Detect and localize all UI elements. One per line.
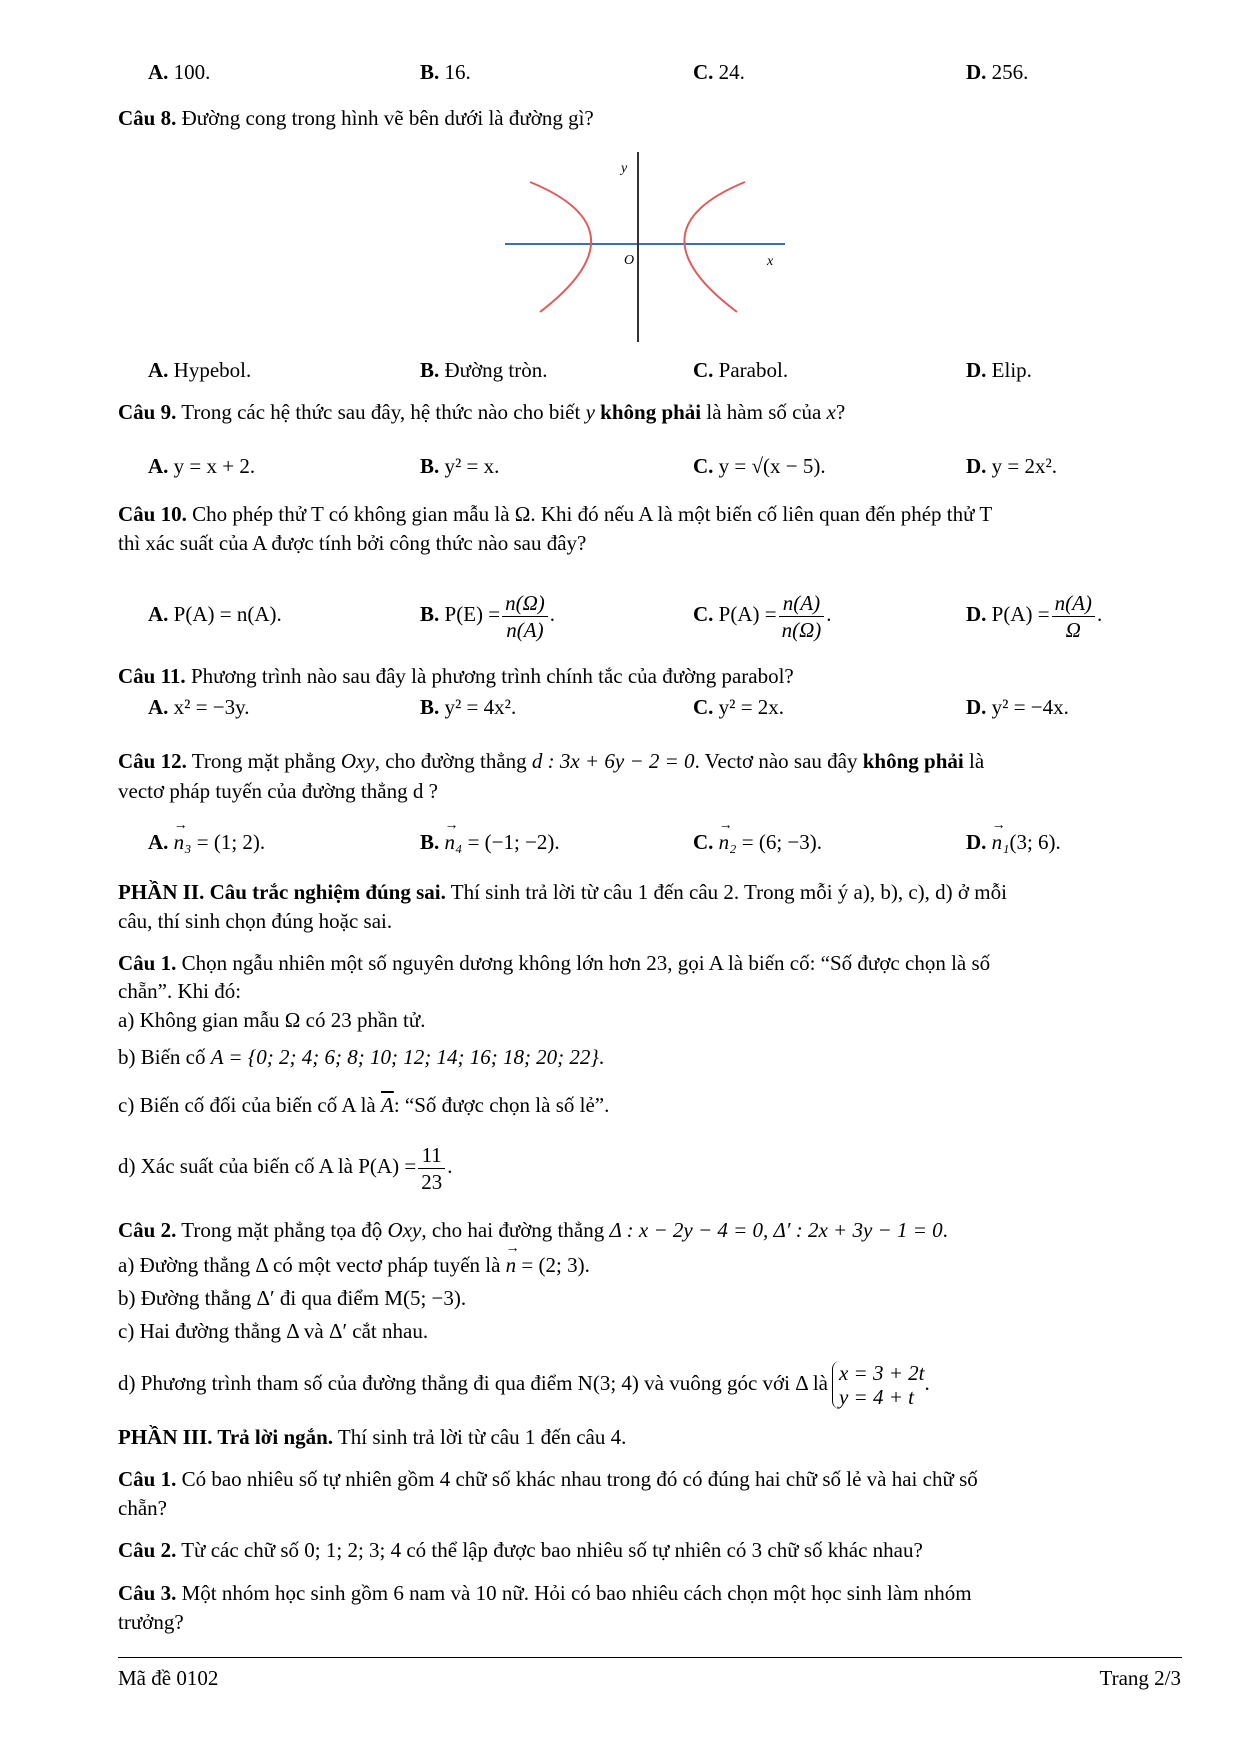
p2q1-d-den: 23 (421, 1169, 443, 1194)
q12-b-value: = (−1; −2). (462, 830, 560, 854)
q10-b-lead: B. P(E) = (420, 602, 501, 626)
q9-option-b: B. y² = x. (420, 454, 500, 478)
q10-b-fraction (502, 590, 548, 643)
p2q1-label: Câu 1. (118, 951, 177, 975)
q8-option-c: C. Parabol. (693, 358, 789, 382)
part2-line1: Thí sinh trả lời từ câu 1 đến câu 2. Trong mỗi ý a), b), c), d) ở mỗi (445, 880, 1007, 904)
q9-text-c: ? (835, 400, 846, 424)
q12-c-vector: → n₂ (719, 822, 737, 862)
q9-stem (118, 397, 1181, 427)
q12-option-a: A. → n₃ = (1; 2). (148, 822, 265, 862)
p2q2-d-sys2: y = 4 + t (838, 1385, 914, 1410)
part2-line2: câu, thí sinh chọn đúng hoặc sai. (118, 909, 393, 933)
p2q1-item-c (118, 1090, 1181, 1120)
p2q1-stem-line1 (118, 948, 1181, 978)
q8-option-d: D. Elip. (966, 358, 1032, 382)
footer-divider (118, 1657, 1182, 1658)
p2q2-line1-c: . (942, 1218, 948, 1242)
part3-heading: PHẦN III. Trả lời ngắn. (118, 1425, 334, 1449)
p3q3-label: Câu 3. (118, 1581, 177, 1605)
hyperbola-right-branch (684, 182, 745, 312)
origin-label: O (624, 253, 635, 268)
p2q2-line1-b: , cho hai đường thẳng (421, 1218, 610, 1242)
q10-d-lead: D. P(A) = (966, 602, 1050, 626)
p3q3-line1: Một nhóm học sinh gồm 6 nam và 10 nữ. Hỏi có bao nhiêu cách chọn một học sinh làm nhóm (176, 1581, 972, 1605)
q10-label: Câu 10. (118, 502, 187, 526)
part2-heading-line1 (118, 877, 1181, 907)
q9-option-d: D. y = 2x². (966, 454, 1058, 478)
p2q2-a-vector: → n (506, 1250, 517, 1280)
q10-option-b: B. P(E) = $\frac{n(\Omega)}{n(A)}$ . (420, 590, 556, 642)
q10-d-fraction (1052, 590, 1095, 643)
q8-label: Câu 8. (118, 106, 177, 130)
q9-option-c: C. y = √(x − 5). (693, 454, 826, 478)
p2q1-d-num: 11 (418, 1142, 445, 1169)
p2q2-label: Câu 2. (118, 1218, 177, 1242)
p2q2-item-d (118, 1355, 1181, 1411)
q7-option-d: D. 256. (966, 60, 1029, 84)
q10-b-den: n(A) (506, 617, 544, 642)
p2q2-d-system (832, 1361, 925, 1409)
p2q1-item-d (118, 1138, 1181, 1195)
q12-d-value: (3; 6). (1009, 830, 1061, 854)
p2q1-b-set: A = {0; 2; 4; 6; 8; 10; 12; 14; 16; 18; 20; 22} (210, 1045, 599, 1069)
q11-option-d: D. y² = −4x. (966, 695, 1069, 719)
q7-option-a: A. 100. (148, 60, 211, 84)
q9-text-a: Trong các hệ thức sau đây, hệ thức nào cho biết (176, 400, 586, 424)
p3q1-stem-line2: chẵn? (118, 1496, 167, 1520)
y-axis-label: y (621, 161, 628, 176)
q7-options (148, 52, 1148, 92)
p2q2-stem (118, 1215, 1181, 1245)
p3q2-stem (118, 1535, 1181, 1565)
q9-var-x: x (826, 400, 836, 424)
q12-line1-c: . Vectơ nào sau đây (694, 749, 863, 773)
q12-option-c: C. → n₂ = (6; −3). (693, 822, 822, 862)
q8-options (148, 350, 1148, 390)
q7-option-b: B. 16. (420, 60, 471, 84)
q12-d-vector: → n₁ (992, 822, 1010, 862)
q10-b-num: n(Ω) (502, 590, 548, 617)
p2q1-b-lead: b) Biến cố (118, 1045, 211, 1069)
x-axis-label: x (767, 254, 774, 269)
hyperbola-left-branch (530, 182, 591, 312)
p2q2-oxy: Oxy (387, 1218, 422, 1242)
p2q1-c-lead: c) Biến cố đối của biến cố A là (118, 1093, 382, 1117)
q10-c-lead: C. P(A) = (693, 602, 777, 626)
part3-text: Thí sinh trả lời từ câu 1 đến câu 4. (333, 1425, 627, 1449)
p2q1-item-a: a) Không gian mẫu Ω có 23 phần tử. (118, 1008, 426, 1032)
q8-stem (118, 103, 1181, 133)
q10-option-c: C. P(A) = $\frac{n(A)}{n(\Omega)}$ . (693, 590, 832, 642)
q12-label: Câu 12. (118, 749, 187, 773)
q10-options (148, 580, 1148, 648)
p2q2-item-a (118, 1250, 1181, 1280)
q9-var-y: y (585, 400, 595, 424)
p2q1-c-complement: $\overline{A}$ (381, 1093, 394, 1117)
q12-equation: d : 3x + 6y − 2 = 0 (531, 749, 695, 773)
q12-bold: không phải (862, 749, 964, 773)
q10-option-a: A. P(A) = n(A). (148, 602, 282, 626)
q10-line1: Cho phép thử T có không gian mẫu là Ω. Khi đó nếu A là một biến cố liên quan đến phép thử T (186, 502, 993, 526)
q12-c-value: = (6; −3). (736, 830, 822, 854)
p2q2-item-c: c) Hai đường thẳng Δ và Δ′ cắt nhau. (118, 1319, 429, 1343)
p3q2-text: Từ các chữ số 0; 1; 2; 3; 4 có thể lập được bao nhiêu số tự nhiên có 3 chữ số khác nhau? (176, 1538, 923, 1562)
q9-option-a: A. y = x + 2. (148, 454, 256, 478)
q10-option-d: D. P(A) = $\frac{n(A)}{\Omega}$ . (966, 590, 1103, 642)
p3q3-stem-line1 (118, 1578, 1181, 1608)
q8-text: Đường cong trong hình vẽ bên dưới là đường gì? (176, 106, 594, 130)
q12-b-vector: → n₄ (445, 822, 463, 862)
q9-label: Câu 9. (118, 400, 177, 424)
q10-d-num: n(A) (1052, 590, 1095, 617)
q12-a-vector: → n₃ (174, 822, 192, 862)
q12-options (148, 822, 1148, 862)
q7-option-c: C. 24. (693, 60, 745, 84)
q11-text: Phương trình nào sau đây là phương trình chính tắc của đường parabol? (185, 664, 794, 688)
part3-heading-line (118, 1422, 1181, 1452)
p2q2-a-lead: a) Đường thẳng Δ có một vectơ pháp tuyến là (118, 1253, 506, 1277)
part2-heading: PHẦN II. Câu trắc nghiệm đúng sai. (118, 880, 446, 904)
q11-option-c: C. y² = 2x. (693, 695, 785, 719)
q9-options (148, 446, 1148, 486)
q8-option-b: B. Đường tròn. (420, 358, 548, 382)
hyperbola-figure (505, 152, 795, 342)
p2q1-d-end: . (447, 1154, 453, 1178)
exam-code: Mã đề 0102 (118, 1666, 219, 1690)
p3q1-stem-line1 (118, 1464, 1181, 1494)
p2q1-d-lead: d) Xác suất của biến cố A là P(A) = (118, 1154, 417, 1178)
p2q1-c-end: : “Số được chọn là số lẻ”. (393, 1093, 610, 1117)
q12-oxy: Oxy (340, 749, 375, 773)
q9-text-b: là hàm số của (701, 400, 827, 424)
p3q2-label: Câu 2. (118, 1538, 177, 1562)
p2q2-d-lead: d) Phương trình tham số của đường thẳng đi qua điểm N(3; 4) và vuông góc với Δ là (118, 1371, 828, 1395)
p2q2-d-end: . (924, 1371, 930, 1395)
q12-line1-b: , cho đường thẳng (374, 749, 532, 773)
q12-a-value: = (1; 2). (191, 830, 266, 854)
q12-line1-d: là (963, 749, 985, 773)
p2q2-d-sys1: x = 3 + 2t (838, 1361, 925, 1386)
q10-stem-line1 (118, 499, 1181, 529)
q11-option-a: A. x² = −3y. (148, 695, 250, 719)
p3q3-stem-line2: trưởng? (118, 1610, 184, 1634)
q10-c-num: n(A) (779, 590, 825, 617)
p2q2-equations: Δ : x − 2y − 4 = 0, Δ′ : 2x + 3y − 1 = 0 (609, 1218, 943, 1242)
q12-stem-line1 (118, 746, 1181, 776)
q12-option-b: B. → n₄ = (−1; −2). (420, 822, 560, 862)
p2q1-line1: Chọn ngẫu nhiên một số nguyên dương không lớn hơn 23, gọi A là biến cố: “Số được chọn là số (176, 951, 991, 975)
page-number: Trang 2/3 (1099, 1666, 1181, 1690)
q11-label: Câu 11. (118, 664, 186, 688)
p3q1-label: Câu 1. (118, 1467, 177, 1491)
q11-option-b: B. y² = 4x². (420, 695, 517, 719)
p2q2-line1-a: Trong mặt phẳng tọa độ (176, 1218, 388, 1242)
p2q1-item-b (118, 1042, 1181, 1072)
p2q2-item-b: b) Đường thẳng Δ′ đi qua điểm M(5; −3). (118, 1286, 467, 1310)
q12-option-d: D. → n₁(3; 6). (966, 822, 1061, 862)
p2q2-a-value: = (2; 3). (516, 1253, 590, 1277)
q10-c-den: n(Ω) (781, 617, 822, 642)
q12-line1-a: Trong mặt phẳng (186, 749, 341, 773)
p2q1-d-fraction (418, 1142, 445, 1195)
q8-option-a: A. Hypebol. (148, 358, 252, 382)
q10-stem-line2: thì xác suất của A được tính bởi công thức nào sau đây? (118, 531, 587, 555)
q12-stem-line2: vectơ pháp tuyến của đường thẳng d ? (118, 779, 438, 803)
p2q1-stem-line2: chẵn”. Khi đó: (118, 979, 242, 1003)
q11-options (148, 687, 1148, 727)
q10-d-den: Ω (1065, 617, 1081, 642)
p2q1-b-end: . (598, 1045, 605, 1069)
q9-bold: không phải (594, 400, 702, 424)
q10-c-fraction (779, 590, 825, 643)
p3q1-line1: Có bao nhiêu số tự nhiên gồm 4 chữ số khác nhau trong đó có đúng hai chữ số lẻ và hai chữ số (176, 1467, 978, 1491)
